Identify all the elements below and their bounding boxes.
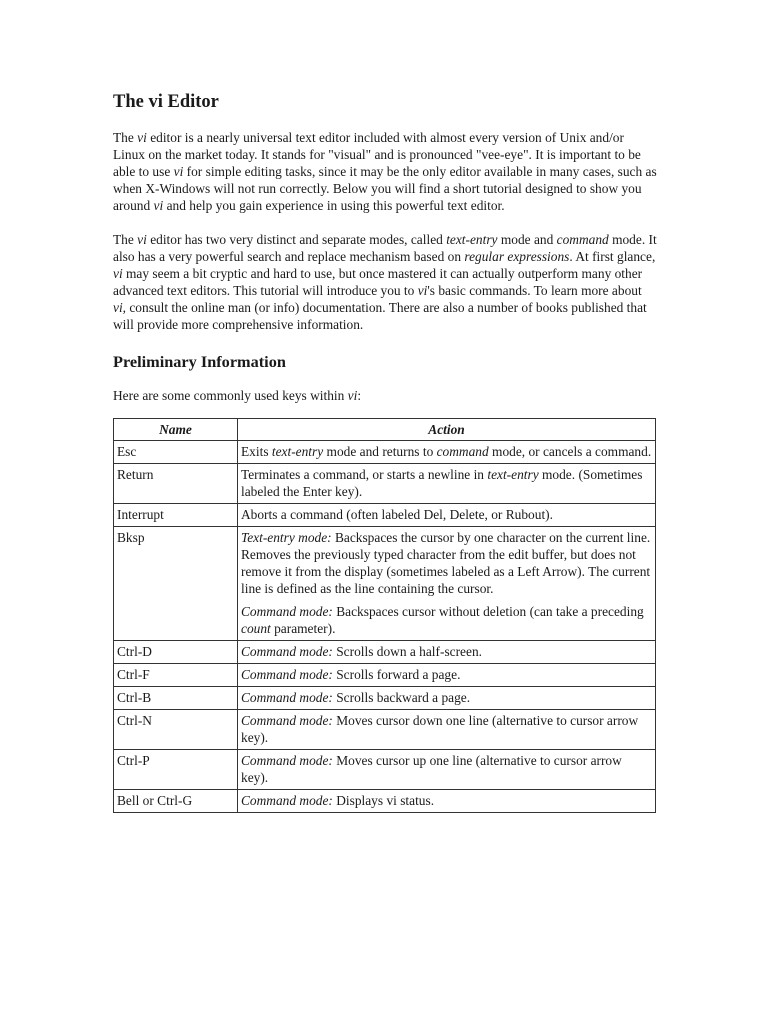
intro-paragraph: The vi editor is a nearly universal text editor included with almost every version of Unix and/or Linux on the market today. It stands for "visual" and is pronounced "vee-eye". It is important to be able to use vi for simple editing tasks, since it may be the only editor available in many cases, such as when X-Windows will not run correctly. Below you will find a short tutorial designed to show you around vi and help you gain experience in using this powerful text editor. (113, 130, 657, 213)
action-description: Command mode: Displays vi status. (241, 793, 435, 808)
key-name-cell: Ctrl-N (114, 710, 238, 750)
italic-text: vi (137, 130, 147, 145)
header-action: Action (238, 419, 656, 441)
italic-text: vi (347, 388, 358, 403)
italic-text: Text-entry mode: (241, 530, 332, 545)
key-name-cell: Interrupt (114, 504, 238, 527)
action-description: Aborts a command (often labeled Del, Delete, or Rubout). (241, 507, 553, 522)
action-description: Exits text-entry mode and returns to command mode, or cancels a command. (241, 444, 652, 459)
table-header-row (114, 419, 656, 441)
action-description: Text-entry mode: Backspaces the cursor by one character on the current line. Removes the previously typed character from the edit buffer, but does not remove it from the display (sometimes labeled as a Left Arrow). The current line is defined as the line containing the cursor. (241, 530, 651, 596)
key-action-cell (238, 750, 656, 790)
table-row (114, 441, 656, 464)
italic-text: command (436, 444, 489, 459)
key-action-cell (238, 441, 656, 464)
table-row (114, 641, 656, 664)
table-row (114, 750, 656, 790)
section-heading: Preliminary Information (113, 352, 286, 371)
action-description: Command mode: Scrolls forward a page. (241, 667, 461, 682)
italic-text: vi (113, 266, 123, 281)
italic-text: Command mode: (241, 753, 333, 768)
key-action-cell (238, 710, 656, 750)
italic-text: text-entry (487, 467, 539, 482)
italic-text: count (241, 621, 271, 636)
key-action-cell (238, 504, 656, 527)
modes-paragraph: The vi editor has two very distinct and separate modes, called text-entry mode and command mode. It also has a very powerful search and replace mechanism based on regular expressions. At first glance, vi may seem a bit cryptic and hard to use, but once mastered it can actually outperform many other advanced text editors. This tutorial will introduce you to vi's basic commands. To learn more about vi, consult the online man (or info) documentation. There are also a number of books published that will provide more comprehensive information. (113, 232, 657, 332)
action-description: Command mode: Moves cursor up one line (alternative to cursor arrow key). (241, 753, 622, 785)
key-action-cell (238, 641, 656, 664)
key-name-cell: Ctrl-B (114, 687, 238, 710)
action-description: Command mode: Scrolls backward a page. (241, 690, 471, 705)
keys-table (113, 418, 656, 813)
key-action-cell (238, 790, 656, 813)
italic-text: Command mode: (241, 793, 333, 808)
table-row (114, 664, 656, 687)
italic-text: vi (417, 283, 428, 298)
italic-text: text-entry (446, 232, 498, 247)
key-action-cell (238, 464, 656, 504)
document-body (113, 89, 658, 813)
table-row (114, 687, 656, 710)
table-row (114, 464, 656, 504)
italic-text: Command mode: (241, 690, 333, 705)
key-action-cell (238, 687, 656, 710)
keys-table-body (114, 441, 656, 813)
italic-text: vi (173, 164, 184, 179)
action-description: Command mode: Scrolls down a half-screen. (241, 644, 482, 659)
italic-text: text-entry (271, 444, 324, 459)
italic-text: Command mode: (241, 604, 333, 619)
key-action-cell (238, 527, 656, 641)
action-description: Command mode: Backspaces cursor without deletion (can take a preceding count parameter). (241, 604, 644, 636)
action-description: Command mode: Moves cursor down one line (alternative to cursor arrow key). (241, 713, 639, 745)
key-name-cell: Ctrl-F (114, 664, 238, 687)
table-row (114, 504, 656, 527)
italic-text: vi (153, 198, 164, 213)
italic-text: vi (113, 300, 123, 315)
italic-text: Command mode: (241, 644, 333, 659)
key-name-cell: Esc (114, 441, 238, 464)
header-name: Name (114, 419, 238, 441)
key-name-cell: Ctrl-P (114, 750, 238, 790)
keys-intro-paragraph: Here are some commonly used keys within vi: (113, 388, 362, 403)
key-action-cell (238, 664, 656, 687)
italic-text: Command mode: (241, 667, 333, 682)
italic-text: Command mode: (241, 713, 333, 728)
key-name-cell: Ctrl-D (114, 641, 238, 664)
key-name-cell: Return (114, 464, 238, 504)
action-description: Terminates a command, or starts a newline in text-entry mode. (Sometimes labeled the Enter key). (241, 467, 643, 499)
italic-text: vi (137, 232, 147, 247)
key-name-cell: Bksp (114, 527, 238, 641)
page-title: The vi Editor (113, 92, 219, 112)
italic-text: command (556, 232, 609, 247)
table-row (114, 710, 656, 750)
table-row (114, 790, 656, 813)
table-row (114, 527, 656, 641)
key-name-cell: Bell or Ctrl-G (114, 790, 238, 813)
italic-text: regular expressions (464, 249, 570, 264)
